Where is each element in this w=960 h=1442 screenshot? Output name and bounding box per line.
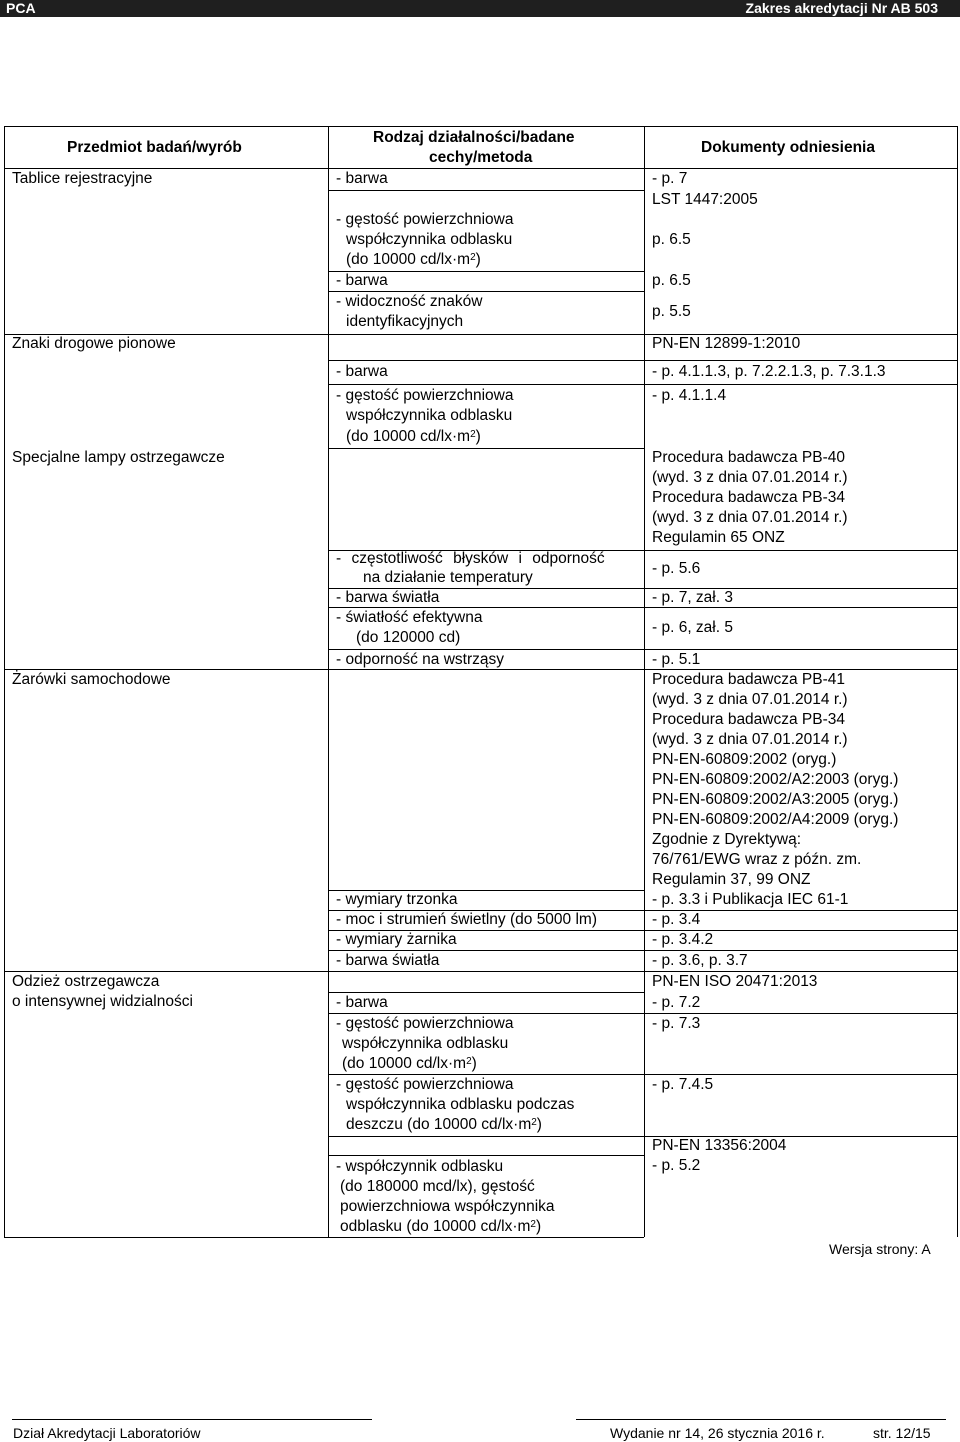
doc-ref: PN-EN-60809:2002/A2:2003 (oryg.) [652, 771, 899, 788]
doc-ref: - p. 4.1.1.3, p. 7.2.2.1.3, p. 7.3.1.3 [652, 363, 886, 380]
doc-ref: Procedura badawcza PB-40 [652, 449, 846, 466]
doc-ref: Procedura badawcza PB-34 [652, 711, 846, 728]
doc-ref: PN-EN-60809:2002 (oryg.) [652, 751, 837, 768]
column-divider [644, 126, 645, 1237]
activity-item: - widoczność znaków [336, 293, 483, 310]
subject-warning-clothing-2: o intensywnej widzialności [12, 993, 193, 1010]
page-header-bar [0, 0, 960, 17]
activity-item-cont: deszczu (do 10000 $cd/lx\cdot m^2$) [346, 1116, 542, 1133]
doc-ref: - p. 5.1 [652, 651, 701, 668]
activity-item: - gęstość powierzchniowa [336, 1015, 514, 1032]
activity-item-cont: identyfikacyjnych [346, 313, 464, 330]
subject-road-signs: Znaki drogowe pionowe [12, 335, 176, 352]
activity-item-cont: powierzchniowa współczynnika [340, 1198, 555, 1215]
footer-edition: Wydanie nr 14, 26 stycznia 2016 r. [610, 1425, 825, 1441]
subject-license-plates: Tablice rejestracyjne [12, 170, 153, 187]
activity-item-cont: (do 10000 $cd/lx\cdot m^2$) [342, 1055, 477, 1072]
doc-ref: - p. 5.2 [652, 1157, 701, 1174]
column-header-activity-2: cechy/metoda [429, 149, 533, 166]
activity-item-cont: (do 120000 cd) [356, 629, 461, 646]
doc-ref: (wyd. 3 z dnia 07.01.2014 r.) [652, 509, 848, 526]
doc-ref: PN-EN-60809:2002/A4:2009 (oryg.) [652, 811, 899, 828]
activity-item: - gęstość powierzchniowa [336, 387, 514, 404]
doc-ref: - p. 7, zał. 3 [652, 589, 733, 606]
footer-department: Dział Akredytacji Laboratoriów [13, 1425, 201, 1441]
activity-item: - barwa [336, 363, 388, 380]
doc-ref: (wyd. 3 z dnia 07.01.2014 r.) [652, 691, 848, 708]
table-top-border [4, 126, 957, 127]
activity-item-cont: współczynnika odblasku [342, 1035, 509, 1052]
doc-ref: Procedura badawcza PB-41 [652, 671, 846, 688]
doc-ref: (wyd. 3 z dnia 07.01.2014 r.) [652, 731, 848, 748]
doc-ref: PN-EN-60809:2002/A3:2005 (oryg.) [652, 791, 899, 808]
footer-page-number: str. 12/15 [873, 1425, 931, 1441]
footer-rule-left [12, 1419, 372, 1420]
activity-item: - częstotliwość błysków i odporność [336, 550, 605, 567]
doc-ref: (wyd. 3 z dnia 07.01.2014 r.) [652, 469, 848, 486]
activity-item: - odporność na wstrząsy [336, 651, 504, 668]
row-line [328, 190, 644, 191]
activity-item: - światłość efektywna [336, 609, 483, 626]
row-line [328, 1136, 957, 1137]
subject-warning-lamps: Specjalne lampy ostrzegawcze [12, 449, 225, 466]
doc-ref: - p. 3.6, p. 3.7 [652, 952, 748, 969]
column-header-activity: Rodzaj działalności/badane [373, 129, 575, 146]
doc-ref: - p. 7.2 [652, 994, 701, 1011]
row-line [328, 1237, 644, 1238]
doc-ref: PN-EN 13356:2004 [652, 1137, 787, 1154]
doc-ref: - p. 5.6 [652, 560, 701, 577]
footer-rule-right [576, 1419, 946, 1420]
doc-ref: Procedura badawcza PB-34 [652, 489, 846, 506]
row-line [4, 1237, 328, 1238]
doc-ref: Regulamin 37, 99 ONZ [652, 871, 811, 888]
row-line [328, 1155, 644, 1156]
activity-item: - gęstość powierzchniowa [336, 211, 514, 228]
doc-ref: - p. 3.3 i Publikacja IEC 61-1 [652, 891, 849, 908]
doc-ref: - p. 7.3 [652, 1015, 701, 1032]
doc-ref: p. 5.5 [652, 303, 691, 320]
table-left-border [4, 126, 5, 1237]
doc-ref: - p. 4.1.1.4 [652, 387, 727, 404]
page-version: Wersja strony: A [829, 1241, 931, 1257]
activity-item: - moc i strumień świetlny (do 5000 lm) [336, 911, 597, 928]
doc-ref: - p. 6, zał. 5 [652, 619, 733, 636]
column-header-docs: Dokumenty odniesienia [701, 139, 875, 156]
activity-item: - wymiary żarnika [336, 931, 457, 948]
doc-ref: LST 1447:2005 [652, 191, 758, 208]
row-line [328, 360, 957, 361]
table-right-border [957, 126, 958, 1237]
activity-item: - barwa [336, 272, 388, 289]
doc-ref: Zgodnie z Dyrektywą: [652, 831, 802, 848]
column-header-subject: Przedmiot badań/wyrób [67, 139, 242, 156]
row-line [328, 384, 957, 385]
doc-ref: 76/761/EWG wraz z późn. zm. [652, 851, 862, 868]
activity-item: - współczynnik odblasku [336, 1158, 504, 1175]
activity-item-cont: odblasku (do 10000 $cd/lx\cdot m^2$) [340, 1218, 542, 1235]
activity-item: - barwa [336, 170, 388, 187]
row-line [328, 448, 644, 449]
doc-ref: - p. 7 [652, 170, 688, 187]
column-divider [328, 126, 329, 1237]
activity-item-cont: (do 10000 $cd/lx\cdot m^2$) [346, 251, 481, 268]
activity-item-cont: współczynnika odblasku [346, 231, 513, 248]
doc-ref: PN-EN 12899-1:2010 [652, 335, 801, 352]
activity-item-cont: na działanie temperatury [363, 569, 533, 586]
doc-ref: - p. 7.4.5 [652, 1076, 714, 1093]
subject-warning-clothing: Odzież ostrzegawcza [12, 973, 160, 990]
activity-item-cont: współczynnika odblasku [346, 407, 513, 424]
activity-item-cont: współczynnika odblasku podczas [346, 1096, 575, 1113]
header-org: PCA [6, 0, 36, 16]
doc-ref: - p. 3.4.2 [652, 931, 714, 948]
subject-car-bulbs: Żarówki samochodowe [12, 671, 171, 688]
doc-ref: p. 6.5 [652, 231, 691, 248]
activity-item: - wymiary trzonka [336, 891, 458, 908]
activity-item: - gęstość powierzchniowa [336, 1076, 514, 1093]
activity-item-cont: (do 180000 mcd/lx), gęstość [340, 1178, 535, 1195]
activity-item-cont: (do 10000 $cd/lx\cdot m^2$) [346, 428, 481, 445]
activity-item: - barwa [336, 994, 388, 1011]
activity-item: - barwa światła [336, 589, 440, 606]
doc-ref: Regulamin 65 ONZ [652, 529, 785, 546]
doc-ref: PN-EN ISO 20471:2013 [652, 973, 818, 990]
doc-ref: - p. 3.4 [652, 911, 701, 928]
doc-ref: p. 6.5 [652, 272, 691, 289]
header-title: Zakres akredytacji Nr AB 503 [745, 0, 938, 16]
activity-item: - barwa światła [336, 952, 440, 969]
